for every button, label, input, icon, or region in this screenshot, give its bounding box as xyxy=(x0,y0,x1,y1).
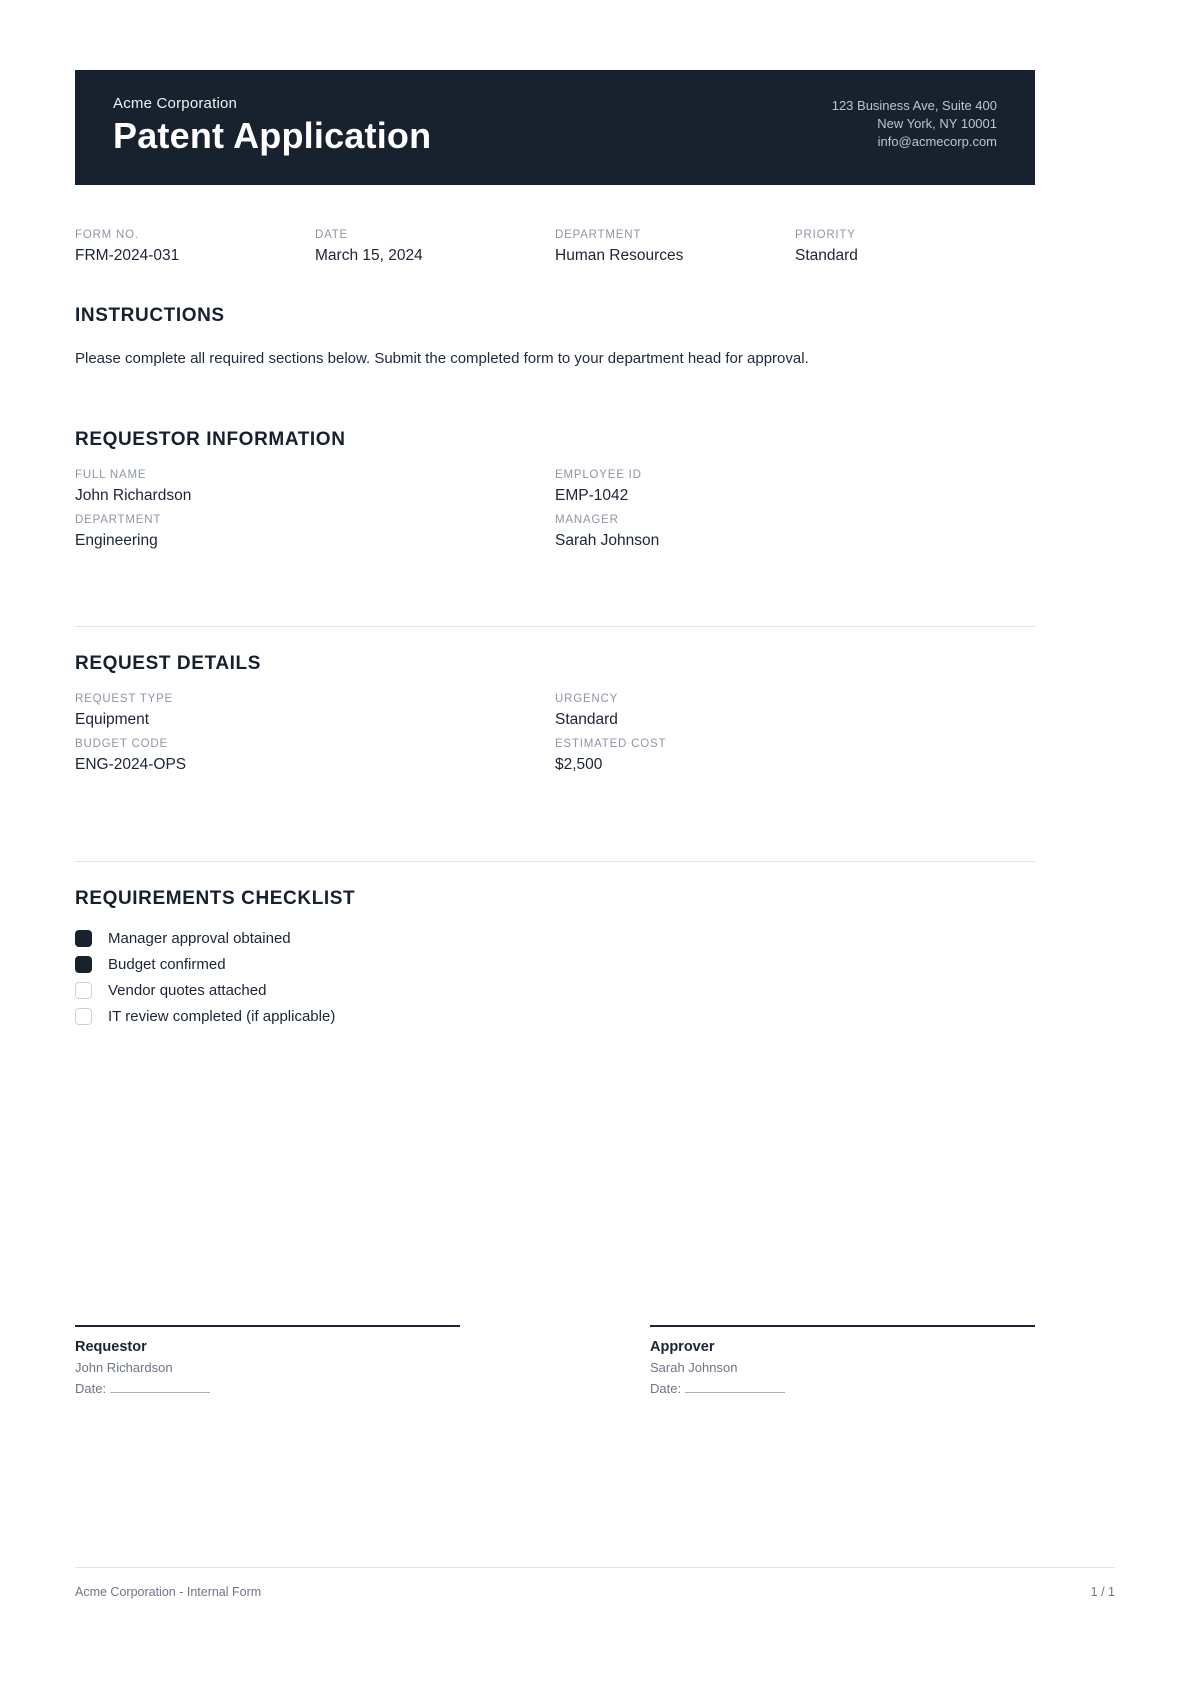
field-value: Sarah Johnson xyxy=(555,532,660,550)
field-value: $2,500 xyxy=(555,756,603,774)
field-value: Equipment xyxy=(75,711,150,729)
meta-field-department xyxy=(555,229,795,265)
request-details-heading: REQUEST DETAILS xyxy=(75,653,261,675)
field-label: BUDGET CODE xyxy=(75,738,168,751)
checklist-item-label: IT review completed (if applicable) xyxy=(108,1008,336,1026)
field-label: DEPARTMENT xyxy=(75,514,162,527)
page-title: Patent Application xyxy=(113,115,432,156)
checkbox-icon[interactable] xyxy=(75,982,92,999)
field-urgency xyxy=(555,693,1035,729)
field-label: URGENCY xyxy=(555,693,619,706)
signature-role: Approver xyxy=(650,1339,715,1356)
field-label: MANAGER xyxy=(555,514,619,527)
instructions-heading: INSTRUCTIONS xyxy=(75,305,225,326)
checklist-item-label: Budget confirmed xyxy=(108,956,226,974)
signature-block-requestor xyxy=(75,1325,460,1396)
checkbox-icon[interactable] xyxy=(75,930,92,947)
field-value: Standard xyxy=(555,711,618,729)
checkbox-icon[interactable] xyxy=(75,956,92,973)
requestor-info-heading: REQUESTOR INFORMATION xyxy=(75,429,346,451)
address-line-1: 123 Business Ave, Suite 400 xyxy=(831,98,997,113)
section-divider xyxy=(75,861,1035,862)
field-value: Engineering xyxy=(75,532,158,550)
field-label: EMPLOYEE ID xyxy=(555,469,642,482)
page-number: 1 / 1 xyxy=(1090,1585,1115,1599)
meta-value: FRM-2024-031 xyxy=(75,247,180,264)
field-budget-code xyxy=(75,738,555,774)
date-label: Date: xyxy=(75,1381,107,1397)
date-blank-line xyxy=(110,1381,210,1393)
signature-role: Requestor xyxy=(75,1339,147,1356)
section-divider xyxy=(75,626,1035,627)
field-value: EMP-1042 xyxy=(555,487,629,505)
requirements-checklist xyxy=(75,930,1035,1025)
header-left xyxy=(113,95,431,157)
field-label: FULL NAME xyxy=(75,469,147,482)
field-employee-id xyxy=(555,469,1035,505)
field-label: REQUEST TYPE xyxy=(75,693,174,706)
field-department xyxy=(75,514,555,550)
checklist-item-label: Vendor quotes attached xyxy=(108,982,267,1000)
meta-value: March 15, 2024 xyxy=(315,247,423,264)
checklist-item xyxy=(75,956,1035,973)
checklist-heading: REQUIREMENTS CHECKLIST xyxy=(75,888,356,910)
form-meta-row xyxy=(75,229,1035,265)
meta-value: Standard xyxy=(795,247,858,264)
header-banner xyxy=(75,70,1035,185)
page-content xyxy=(75,0,1035,1396)
checklist-item xyxy=(75,930,1035,947)
field-label: ESTIMATED COST xyxy=(555,738,667,751)
meta-field-date xyxy=(315,229,555,265)
date-label: Date: xyxy=(650,1381,682,1397)
meta-label: DEPARTMENT xyxy=(555,229,642,241)
company-address xyxy=(832,95,997,152)
instructions-body: Please complete all required sections below. Submit the completed form to your department head for approval. xyxy=(75,350,809,367)
field-full-name xyxy=(75,469,555,505)
checklist-item-label: Manager approval obtained xyxy=(108,930,291,948)
meta-field-priority xyxy=(795,229,1035,265)
checkbox-icon[interactable] xyxy=(75,1008,92,1025)
meta-field-form-no xyxy=(75,229,315,265)
signature-name: John Richardson xyxy=(75,1360,173,1376)
field-request-type xyxy=(75,693,555,729)
footer-left-text: Acme Corporation - Internal Form xyxy=(75,1585,262,1599)
field-value: ENG-2024-OPS xyxy=(75,756,187,774)
date-blank-line xyxy=(685,1381,785,1393)
checklist-item xyxy=(75,982,1035,999)
page-footer xyxy=(75,1567,1115,1599)
signature-name: Sarah Johnson xyxy=(650,1360,738,1376)
meta-value: Human Resources xyxy=(555,247,684,264)
field-estimated-cost xyxy=(555,738,1035,774)
address-line-2: New York, NY 10001 xyxy=(877,116,997,132)
meta-label: DATE xyxy=(315,229,349,241)
request-details-fields xyxy=(75,693,1035,776)
field-manager xyxy=(555,514,1035,550)
meta-label: FORM NO. xyxy=(75,229,139,241)
company-name: Acme Corporation xyxy=(113,95,238,112)
signature-block-approver xyxy=(650,1325,1035,1396)
field-value: John Richardson xyxy=(75,487,192,505)
signature-date xyxy=(75,1381,460,1396)
signature-row xyxy=(75,1325,1035,1396)
requestor-info-fields xyxy=(75,469,1035,552)
meta-label: PRIORITY xyxy=(795,229,856,241)
checklist-item xyxy=(75,1008,1035,1025)
address-line-3: info@acmecorp.com xyxy=(877,134,997,150)
signature-date xyxy=(650,1381,1035,1396)
